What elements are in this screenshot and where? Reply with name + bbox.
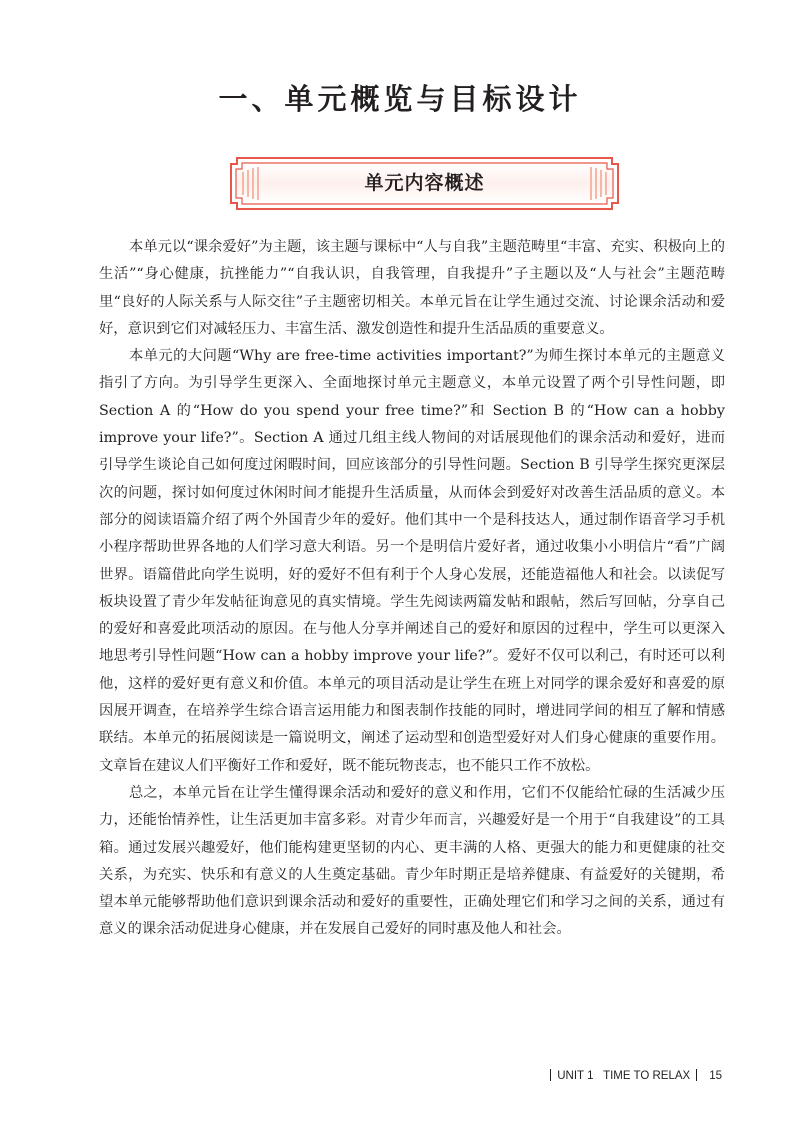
footer-unit-label: UNIT 1 — [557, 1070, 594, 1082]
page-title: 一、单元概览与目标设计 — [218, 82, 582, 117]
section-heading: 单元内容概述 — [364, 172, 485, 194]
page-footer — [544, 1069, 722, 1082]
footer-divider-left — [550, 1069, 551, 1081]
paragraph-summary: 总之，本单元旨在让学生懂得课余活动和爱好的意义和作用，它们不仅能给忙碌的生活减少压力，还能怡情养性，让生活更加丰富多彩。对青少年而言，兴趣爱好是一个用于“自我建设”的工具箱。通过发展兴趣爱好，他们能构建更坚韧的内心、更丰满的人格、更强大的能力和更健康的社交关系，为充实、快乐和有意义的人生奠定基础。青少年时期正是培养健康、有益爱好的关键期，希望本单元能够帮助他们意识到课余活动和爱好的重要性，正确处理它们和学习之间的关系，通过有意义的课余活动促进身心健康，并在发展自己爱好的同时惠及他人和社会。 — [99, 784, 725, 938]
section-heading-banner — [229, 156, 620, 211]
page-number: 15 — [709, 1070, 722, 1082]
paragraph-overview: 本单元以“课余爱好”为主题，该主题与课标中“人与自我”主题范畴里“丰富、充实、积极向上的生活”“身心健康，抗挫能力”“自我认识，自我管理，自我提升”子主题以及“人与社会”主题范畴里“良好的人际关系与人际交往”子主题密切相关。本单元旨在让学生通过交流、讨论课余活动和爱好，意识到它们对减轻压力、丰富生活、激发创造性和提升生活品质的重要意义。 — [99, 239, 725, 337]
body-text — [99, 234, 725, 944]
footer-unit-title: TIME TO RELAX — [603, 1070, 691, 1082]
paragraph-big-question: 本单元的大问题“Why are free-time activities important?”为师生探讨本单元的主题意义指引了方向。为引导学生更深入、全面地探讨单元主题意义，本单元设置了两个引导性问题，即 Section A 的“How do you spend your free time?”和 Section B 的“How can a hobby improve your life?”。Section A 通过几组主线人物间的对话展现他们的课余活动和爱好，进而引导学生谈论自己如何度过闲暇时间，回应该部分的引导性问题。Section B 引导学生探究更深层次的问题，探讨如何度过休闲时间才能提升生活质量，从而体会到爱好对改善生活品质的意义。本部分的阅读语篇介绍了两个外国青少年的爱好。他们其中一个是科技达人，通过制作语音学习手机小程序帮助世界各地的人们学习意大利语。另一个是明信片爱好者，通过收集小小明信片“看”广阔世界。语篇借此向学生说明，好的爱好不但有利于个人身心发展，还能造福他人和社会。以读促写板块设置了青少年发帖征询意见的真实情境。学生先阅读两篇发帖和跟帖，然后写回帖，分享自己的爱好和喜爱此项活动的原因。在与他人分享并阐述自己的爱好和原因的过程中，学生可以更深入地思考引导性问题“How can a hobby improve your life?”。爱好不仅可以利己，有时还可以利他，这样的爱好更有意义和价值。本单元的项目活动是让学生在班上对同学的课余爱好和喜爱的原因展开调查，在培养学生综合语言运用能力和图表制作技能的同时，增进同学间的相互了解和情感联结。本单元的拓展阅读是一篇说明文，阐述了运动型和创造型爱好对人们身心健康的重要作用。文章旨在建议人们平衡好工作和爱好，既不能玩物丧志，也不能只工作不放松。 — [99, 348, 725, 774]
footer-divider-right — [696, 1069, 697, 1081]
